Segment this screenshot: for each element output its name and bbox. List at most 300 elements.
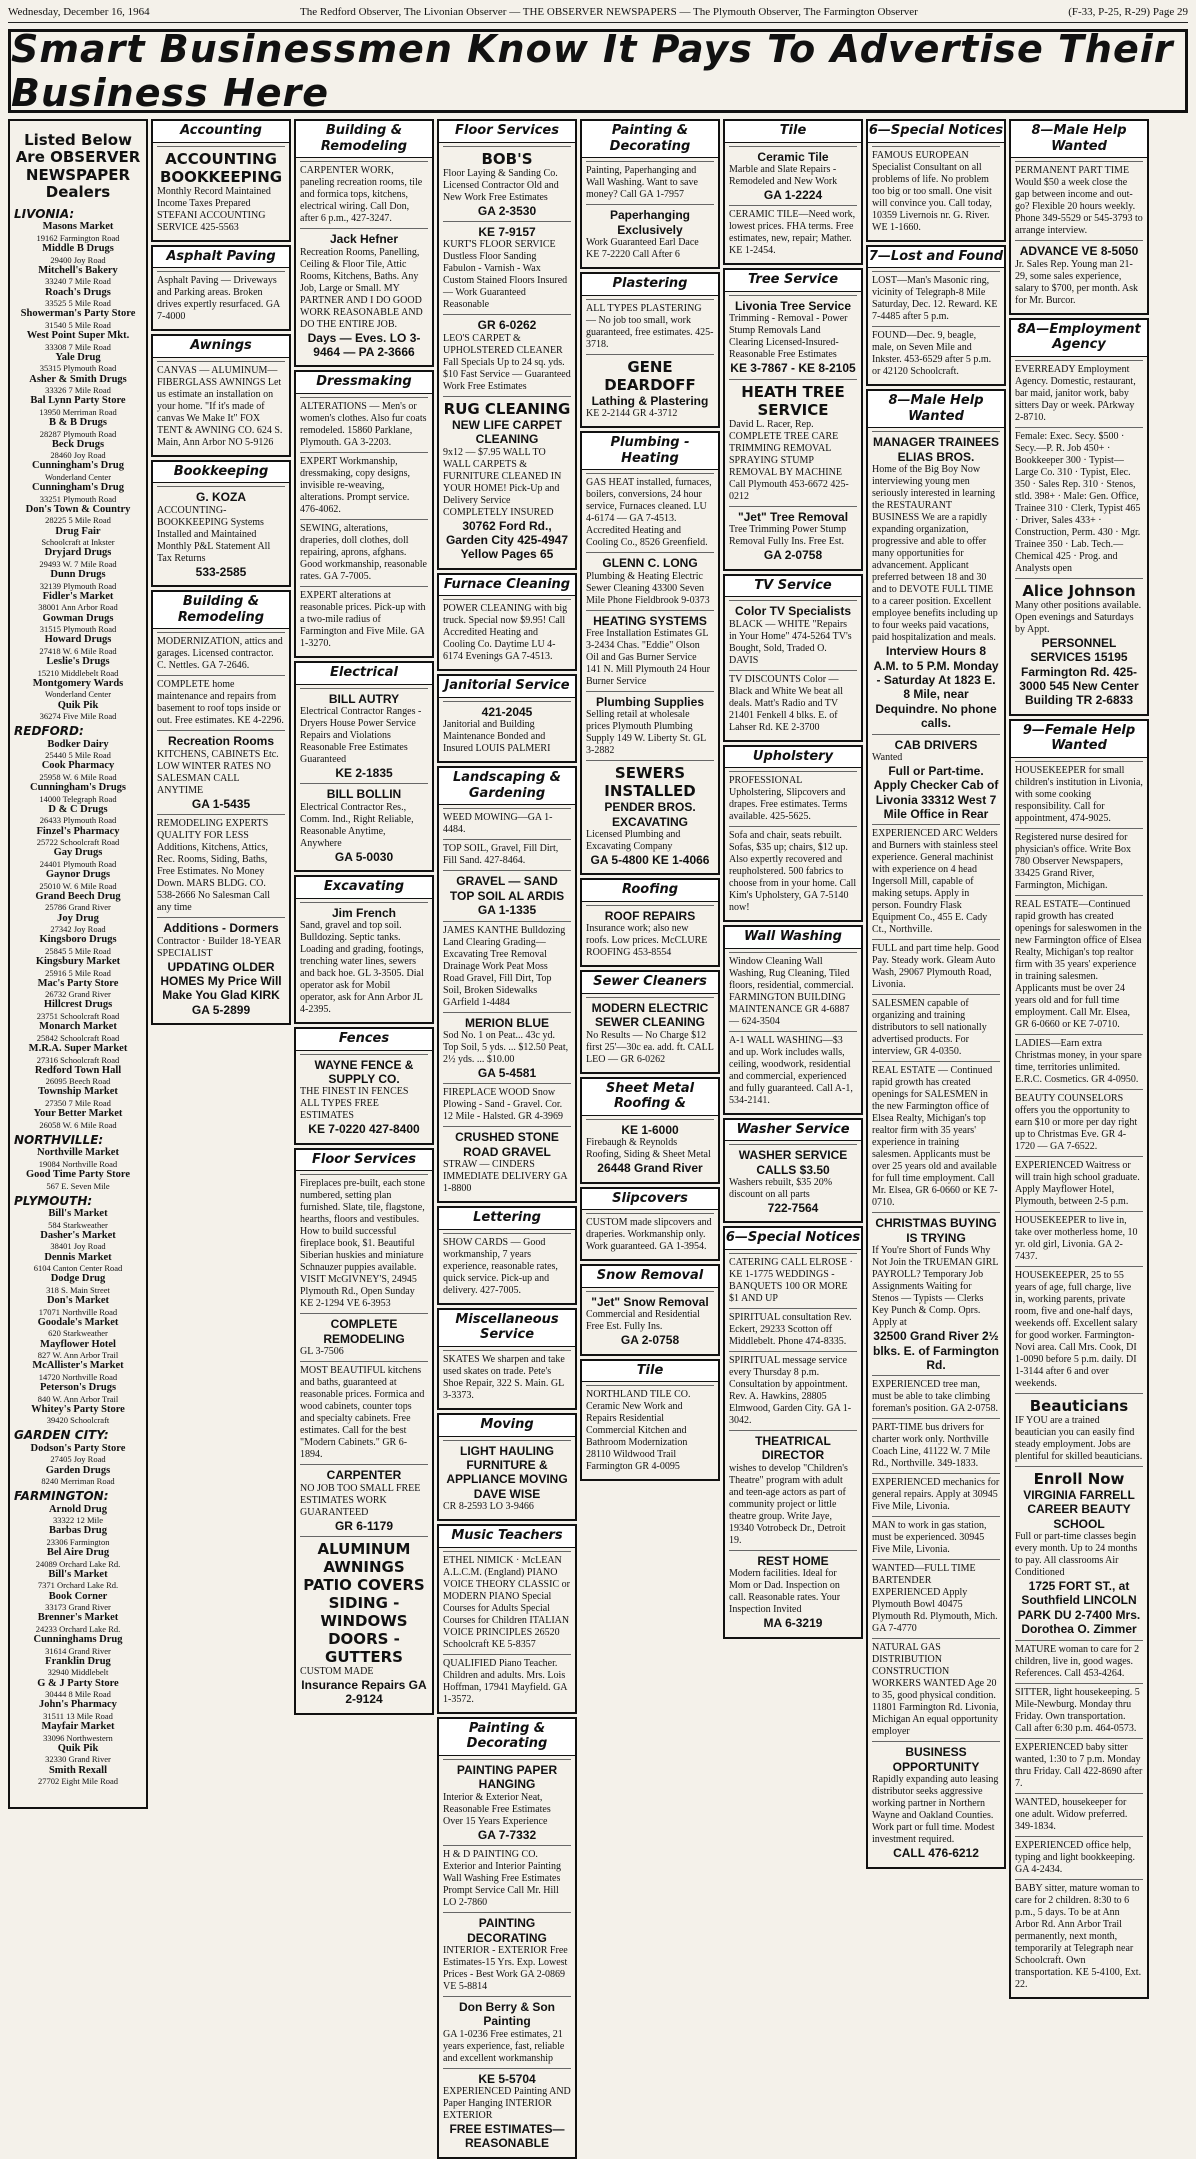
ad-body-text: FIREPLACE WOOD Snow Plowing - Sand - Gravel. Cor. 12 Mile - Halsted. GR 4-3969 (443, 1087, 563, 1123)
dealer-address: 6104 Canton Center Road (33, 1263, 123, 1274)
ad-body-text: Free Installation Estimates GL 3-2434 Chas. "Eddie" Olson Oil and Gas Burner Service 141 N. Mill Plymouth 24 Hour Burner Service (586, 627, 710, 687)
ad-contact-text: 533-2585 (195, 564, 247, 579)
ad-bold-text: CARPENTER (326, 1468, 402, 1483)
dealer-address: 27405 Joy Road (50, 1454, 106, 1465)
classified-ad (300, 452, 428, 519)
ad-body-text: Wanted (872, 751, 903, 763)
classified-ad (729, 1308, 857, 1351)
ad-body-text: EXPERIENCED Waitress or will train high school graduate. Apply Mayflower Hotel, Plymouth, between 2-5 p.m. (1015, 1159, 1140, 1207)
dealer-address: 318 S. Main Street (46, 1284, 110, 1295)
classified-ad (1015, 360, 1143, 427)
ad-body-text: PERMANENT PART TIME Would $50 a week close the gap between income and out-go? Flexible 20 hours weekly. Phone 349-5529 or 545-3793 to arrange interview. (1015, 165, 1143, 237)
ad-body-text: MAN to work in gas station, must be experienced. 30945 Five Mile, Livonia. (872, 1520, 987, 1556)
ad-bold-text: NEW LIFE CARPET CLEANING (452, 417, 562, 447)
ad-bold-text: ADVANCE VE 8-5050 (1019, 244, 1139, 259)
ad-contact-text: GA 1-5435 (191, 796, 251, 811)
classified-ad (1015, 1683, 1143, 1738)
dealer-store: Quik Pik (57, 1742, 99, 1754)
dealer-store: Kingsbury Market (35, 956, 121, 968)
dealer-store: Cunninghams Drug (33, 1634, 123, 1646)
ad-contact-text: KE 7-0220 427-8400 (308, 1122, 420, 1137)
classified-ad (1015, 1034, 1143, 1089)
column-2 (294, 119, 434, 1809)
classified-ad (443, 146, 571, 221)
classified-ad (157, 271, 285, 326)
dealer-address: 15210 Middlebelt Road (37, 667, 119, 678)
dealer-store: Bodker Dairy (47, 738, 109, 750)
dealer-store: Book Corner (48, 1590, 108, 1602)
ad-body-text: CERAMIC TILE—Need work, lowest prices. FHA terms. Free estimates, new, repair; Mather. KE 1-2454. (729, 209, 856, 257)
column-6 (866, 119, 1006, 1861)
section-heading: Accounting (153, 121, 289, 143)
classified-ad (300, 1174, 428, 1313)
ad-body-text: GA 1-0236 Free estimates, 21 years experience, fast, reliable and excellent workmanship (443, 2028, 565, 2064)
ad-section (1009, 318, 1149, 716)
section-heading: Excavating (296, 877, 432, 899)
ad-body-text: Modern facilities. Ideal for Mom or Dad. Inspection on call. Reasonable rates. Your Inspection Invited (729, 1568, 841, 1616)
ad-body-text: KITCHENS, CABINETS Etc. LOW WINTER RATES NO SALESMAN CALL ANYTIME (157, 748, 279, 796)
dealer-store: Bill's Market (48, 1208, 108, 1220)
dealer-address: 30444 8 Mile Road (45, 1689, 111, 1700)
dealer-address: 31614 Grand River (45, 1645, 111, 1656)
ad-bold-text: BILL BOLLIN (326, 787, 402, 802)
ad-display-text: GENE DEARDOFF (604, 357, 696, 394)
ad-bold-text: VIRGINIA FARRELL CAREER BEAUTY SCHOOL (1023, 1487, 1135, 1531)
dealer-store: Grand Beech Drug (35, 890, 121, 902)
classified-ad (586, 473, 714, 552)
dealer-store: Quik Pik (57, 699, 99, 711)
dealer-store: Yale Drug (55, 351, 101, 363)
dealer-store: Cunningham's Drug (32, 482, 124, 494)
dealer-store: Roach's Drugs (45, 286, 111, 298)
ad-section (437, 1413, 577, 1521)
ad-section (437, 1206, 577, 1305)
dealer-address: 840 W. Ann Arbor Trail (37, 1393, 119, 1404)
section-heading: 9—Female Help Wanted (1011, 721, 1147, 758)
ad-body-text: EXPERIENCED baby sitter wanted, 1:30 to 7 p.m. Monday thru Friday. Call 422-8690 after 7. (1015, 1741, 1143, 1789)
ad-bold-text: Lathing & Plastering (591, 393, 709, 408)
ad-bold-text: Paperhanging Exclusively (609, 208, 690, 237)
dealer-address: 25916 5 Mile Road (45, 967, 111, 978)
dealer-store: Gaynor Drugs (45, 869, 111, 881)
ad-body-text: Registered nurse desired for physician's office. Write Box 780 Observer Newspapers, 33425 Grand River, Farmington, Michigan. (1015, 831, 1132, 891)
ad-body-text: COMPLETE home maintenance and repairs from basement to roof tops inside or out. Free estimates. KE 4-2296. (157, 679, 284, 727)
dealer-store: John's Pharmacy (39, 1699, 117, 1711)
ad-section (294, 1148, 434, 1715)
ad-display-text: RUG CLEANING (443, 399, 571, 418)
classified-ad (729, 952, 857, 1031)
ad-section (723, 119, 863, 265)
dealer-store: Garden Drugs (45, 1464, 111, 1476)
ad-body-text: Painting, Paperhanging and Wall Washing. Want to save money? Call GA 1-7957 (586, 165, 698, 201)
dealers-title: Listed Below Are OBSERVER NEWSPAPER Dealers (15, 131, 141, 201)
classified-ad (157, 146, 285, 237)
ad-body-text: NORTHLAND TILE CO. Ceramic New Work and Repairs Residential Commercial Kitchen and Bathroom Modernization 28110 Wildwood Trail Farmington GR 4-0095 (586, 1389, 691, 1473)
ad-body-text: SHOW CARDS — Good workmanship, 7 years experience, reasonable rates, quick service. Pick-up and delivery. 427-7005. (443, 1236, 558, 1296)
ad-body-text: Trimming - Removal - Power Stump Removals Land Clearing Licensed-Insured-Reasonable Free Estimates (729, 313, 848, 361)
ad-body-text: H & D PAINTING CO. Exterior and Interior Painting Wall Washing Free Estimates Prompt Service Call Mr. Hill LO 2-7860 (443, 1849, 562, 1909)
classified-ad (872, 1418, 1000, 1473)
section-heading: Lettering (439, 1208, 575, 1230)
dealer-store: Smith Rexall (48, 1764, 108, 1776)
ad-body-text: EVERREADY Employment Agency. Domestic, restaurant, bar maid, janitor work, baby sitters Day or week. PArkway 2-8710. (1015, 363, 1136, 423)
classified-ad (872, 1061, 1000, 1212)
dealer-store: Peterson's Drugs (39, 1382, 117, 1394)
classified-ad (586, 1119, 714, 1179)
ad-section (151, 334, 291, 457)
classified-ad (1015, 1211, 1143, 1266)
ad-contact-text: Days — Eves. LO 3-9464 — PA 2-3666 (307, 330, 421, 359)
dealer-store: Monarch Market (39, 1021, 117, 1033)
ad-contact-text: GA 1-2224 (763, 187, 823, 202)
classified-ad (586, 691, 714, 760)
ad-body-text: EXPERIENCED mechanics for general repairs. Apply at 30945 Five Mile, Livonia. (872, 1477, 1000, 1513)
ad-section (866, 389, 1006, 1868)
section-heading: Landscaping & Gardening (439, 768, 575, 805)
section-heading: 8—Male Help Wanted (868, 391, 1004, 428)
dealer-address: 33251 Plymouth Road (39, 493, 117, 504)
ad-bold-text: GLENN C. LONG (602, 556, 698, 571)
ad-body-text: Insurance work; also new roofs. Low prices. McCLURE ROOFING 453-8554 (586, 923, 708, 959)
classified-ad (1015, 161, 1143, 240)
ad-bold-text: Livonia Tree Service (734, 298, 852, 313)
classified-ad (586, 204, 714, 264)
classified-ad (1015, 1793, 1143, 1836)
dealer-address: Schoolcraft at Inkster (41, 537, 115, 548)
section-heading: Sewer Cleaners (582, 972, 718, 994)
dealer-town: NORTHVILLE: (14, 1132, 104, 1147)
ad-body-text: CUSTOM made slipcovers and draperies. Workmanship only. Work guaranteed. GA 1-3954. (586, 1217, 712, 1253)
dealer-address: 23306 Farmington (46, 1537, 110, 1548)
dealer-address: 29493 W. 7 Mile Road (39, 558, 117, 569)
ad-contact-text: 32500 Grand River 2½ blks. E. of Farmington Rd. (872, 1329, 999, 1373)
dealer-address: 33525 5 Mile Road (45, 298, 111, 309)
dealer-store: Dryjard Drugs (44, 547, 112, 559)
classified-ad (729, 205, 857, 260)
ad-bold-text: CHRISTMAS BUYING IS TRYING (875, 1216, 997, 1245)
classified-ad (586, 354, 714, 423)
classified-ad (586, 299, 714, 354)
classified-ad (443, 599, 571, 666)
classified-ad (729, 826, 857, 917)
dealer-store: Fidler's Market (42, 590, 114, 602)
dealer-store: Your Better Market (33, 1108, 123, 1120)
classified-ad (300, 902, 428, 1019)
ad-body-text: Asphalt Paving — Driveways and Parking areas. Broken drives expertly resurfaced. GA 7-4000 (157, 275, 280, 323)
ad-section (580, 1359, 720, 1482)
ad-section (294, 875, 434, 1024)
classified-ad (443, 1012, 571, 1084)
classified-ad (586, 760, 714, 870)
classified-ad (443, 870, 571, 920)
dealer-address: 31511 13 Mile Road (43, 1710, 113, 1721)
ad-contact-text: 30762 Ford Rd., Garden City 425-4947 Yellow Pages 65 (445, 518, 569, 562)
ad-bold-text: WAYNE FENCE & SUPPLY CO. (314, 1057, 414, 1087)
section-heading: Washer Service (725, 1120, 861, 1142)
ad-bold-text: Color TV Specialists (734, 604, 852, 619)
dealer-store: Drug Fair (55, 525, 101, 537)
dealer-store: Whitey's Party Store (31, 1403, 125, 1415)
ad-section (580, 272, 720, 428)
ad-body-text: If You're Short of Funds Why Not Join the TRUEMAN GIRL PAYROLL? Temporary Job Assignments Waiting for Stenos — Typists — Clerks Key Punch & Comp. Oprs. Apply at (872, 1245, 999, 1329)
ad-body-text: INTERIOR - EXTERIOR Free Estimates-15 Yrs. Exp. Lowest Prices - Best Work GA 2-0869 VE 5-8814 (443, 1944, 568, 1992)
classified-ad (729, 771, 857, 826)
ad-body-text: EXPERT alterations at reasonable prices. Pick-up with a two-mile radius of Farmington and Five Mile. GA 1-3270. (300, 589, 426, 649)
dealer-address: 25845 5 Mile Road (45, 945, 111, 956)
ad-section (723, 1118, 863, 1224)
ad-section (580, 119, 720, 269)
dealer-address: 24401 Plymouth Road (39, 858, 117, 869)
classified-ad (300, 1313, 428, 1361)
ad-body-text: FOUND—Dec. 9, beagle, male, on Seven Mile and Inkster. 453-6529 after 5 p.m. or 42120 Schoolcraft. (872, 330, 992, 378)
ad-body-text: BABY sitter, mature woman to care for 2 children. 8:30 to 6 p.m., 5 days. To be at Ann Arbor Rd. Ann Arbor Trail permanently, next month, temporarily at Telegraph near Schoolcraft. Own transportation. KE 5-4100, Ext. 22. (1015, 1882, 1142, 1990)
ad-bold-text: Don Berry & Son Painting (458, 1999, 555, 2029)
classified-ad (300, 228, 428, 362)
classified-ad (1015, 240, 1143, 309)
section-heading: Asphalt Paving (153, 247, 289, 269)
dealer-store: Showerman's Party Store (20, 308, 136, 320)
ad-body-text: Interior & Exterior Neat, Reasonable Free Estimates Over 15 Years Experience (443, 1791, 551, 1827)
ad-section (723, 574, 863, 742)
ad-contact-text: GA 5-4800 KE 1-4066 (590, 853, 710, 868)
ad-body-text: EXPERIENCED Painting AND Paper Hanging INTERIOR EXTERIOR (443, 2086, 571, 2122)
dealer-town: GARDEN CITY: (14, 1428, 109, 1443)
dealer-address: 24089 Orchard Lake Rd. (35, 1558, 121, 1569)
ad-body-text: SEWING, alterations, draperies, doll clothes, doll repairing, aprons, afghans. Good workmanship, reasonable rates. GA 7-7005. (300, 522, 427, 582)
ad-body-text: Floor Laying & Sanding Co. Licensed Contractor Old and New Work Free Estimates (443, 167, 559, 203)
dealer-address: 33173 Grand River (45, 1602, 111, 1613)
classified-ad (729, 1430, 857, 1550)
dealer-address: 33326 7 Mile Road (45, 385, 111, 396)
ad-body-text: POWER CLEANING with big truck. Special now $9.95! Call Accredited Heating and Cooling Co. Daytime LU 4-6174 Evenings GA 7-4513. (443, 603, 568, 663)
section-heading: Tile (725, 121, 861, 143)
section-heading: Tile (582, 1361, 718, 1383)
ad-body-text: CATERING CALL ELROSE · KE 1-1775 WEDDINGS - BANQUETS 100 OR MORE $1 AND UP (729, 1257, 853, 1305)
ad-bold-text: G. KOZA (196, 490, 246, 505)
classified-ad (1015, 1836, 1143, 1879)
ad-body-text: Electrical Contractor Res., Comm. Ind., Right Reliable, Reasonable Anytime, Anywhere (300, 801, 414, 849)
ad-bold-text: BILL AUTRY (328, 691, 400, 706)
classified-ad (157, 917, 285, 1020)
classified-ad (443, 1083, 571, 1126)
classified-ad (443, 1654, 571, 1709)
ad-body-text: ALTERATIONS — Men's or women's clothes. Also fur coats remodeled. 15860 Parklane, Plymouth. GA 3-2203. (300, 400, 427, 448)
dealer-store: Barbas Drug (48, 1525, 108, 1537)
classified-ad (1015, 578, 1143, 711)
ad-section (580, 970, 720, 1073)
classified-ad (872, 824, 1000, 939)
ad-body-text: Plumbing & Heating Electric Sewer Cleaning 43300 Seven Mile Phone Fieldbrook 9-0373 (586, 570, 710, 606)
ad-display-text: HEATH TREE SERVICE (741, 382, 845, 419)
ad-body-text: NATURAL GAS DISTRIBUTION CONSTRUCTION WORKERS WANTED Age 20 to 35, good physical condition. 11801 Farmington Rd. Livonia, Michigan An equal opportunity employer (872, 1642, 999, 1738)
dealer-address: 32330 Grand River (45, 1754, 111, 1765)
ad-bold-text: Recreation Rooms (167, 734, 275, 749)
dealer-address: 584 Starkweather (48, 1219, 108, 1230)
classified-ad (300, 1536, 428, 1710)
ad-section (866, 119, 1006, 242)
section-heading: Plumbing - Heating (582, 433, 718, 470)
classified-ad (729, 600, 857, 669)
dealer-store: Dodson's Party Store (30, 1442, 126, 1454)
column-4 (580, 119, 720, 1809)
ad-contact-text: Insurance Repairs GA 2-9124 (301, 1678, 427, 1707)
dealer-address: 26732 Grand River (45, 989, 111, 1000)
dealer-address: 14720 Northville Road (38, 1371, 118, 1382)
ad-contact-text: GA 2-3530 (477, 203, 537, 218)
dealer-store: West Point Super Mkt. (26, 330, 130, 342)
ad-section (437, 573, 577, 672)
dealer-store: Cunningham's Drugs (30, 782, 126, 794)
ad-bold-text: Plumbing Supplies (595, 694, 704, 709)
ad-bold-text: KE 5-5704 (478, 2071, 536, 2086)
ad-body-text: Work Guaranteed Earl Dace KE 7-2220 Call After 6 (586, 236, 699, 260)
ad-body-text: FULL and part time help. Good Pay. Steady work. Gleam Auto Wash, 29067 Plymouth Road, Livonia. (872, 943, 999, 991)
ad-body-text: Home of the Big Boy Now interviewing young men seriously interested in learning the RESTAURANT BUSINESS We are a rapidly expanding organization, progressive and able to offer many opportunities for advancement. Applicant preferred between 18 and 30 and to DEVOTE FULL TIME to a career position. Excellent employee benefits including up to four weeks paid vacations, paid hospitalization and meals. (872, 464, 998, 644)
classified-ad (443, 1440, 571, 1517)
dealer-address: 27342 Joy Road (50, 924, 106, 935)
classified-ad (586, 1213, 714, 1256)
classified-ad (443, 221, 571, 314)
ad-contact-text: GA 2-0758 (620, 1333, 680, 1348)
ad-body-text: Sofa and chair, seats rebuilt. Sofas, $35 up; chairs, $12 up. Also expertly recovered and reupholstered. 500 fabrics to choose from in your home. Call Kim's Upholstery, GA 7-5140 now! (729, 830, 857, 914)
ad-section (437, 119, 577, 570)
classified-ad (872, 939, 1000, 994)
classified-ad (872, 326, 1000, 381)
dealer-store: Northville Market (37, 1147, 119, 1159)
column-7 (1009, 119, 1149, 1990)
classified-ad (872, 431, 1000, 733)
ad-contact-text: GA 5-0030 (334, 849, 394, 864)
ad-body-text: KURT'S FLOOR SERVICE Dustless Floor Sanding Fabulon - Varnish - Wax Custom Stained Floors Insured — Work Guaranteed Reasonable (443, 239, 568, 311)
ad-section (580, 1187, 720, 1262)
dealer-address: 33322 12 Mile (52, 1515, 104, 1526)
ad-body-text: JAMES KANTHE Bulldozing Land Clearing Grading—Excavating Tree Removal Drainage Work Peat Moss Road Gravel, Fill Dirt, Top Soil, Broken Sidewalks GArfield 1-4484 (443, 924, 566, 1008)
ad-body-text: TOP SOIL, Gravel, Fill Dirt, Fill Sand. 427-8464. (443, 843, 559, 867)
section-heading: Building & Remodeling (153, 592, 289, 629)
section-heading: Floor Services (296, 1150, 432, 1172)
classified-ad (586, 552, 714, 609)
ad-section (151, 245, 291, 332)
dealer-store: Redford Town Hall (34, 1064, 122, 1076)
ad-body-text: WANTED, housekeeper for one adult. Widow preferred. 349-1834. (1015, 1796, 1128, 1832)
ad-section (151, 119, 291, 242)
dealer-address: 27350 7 Mile Road (45, 1097, 111, 1108)
dealer-store: Hillcrest Drugs (43, 999, 113, 1011)
classified-ad (586, 161, 714, 204)
ad-section (580, 1264, 720, 1355)
section-heading: Floor Services (439, 121, 575, 143)
ad-body-text: SPIRITUAL consultation Rev. Eckert, 29233 Scotton off Middlebelt. Phone 474-8335. (729, 1312, 852, 1348)
banner-headline: Smart Businessmen Know It Pays To Advertise Their Business Here (11, 27, 1174, 115)
dealer-store: Don's Town & Country (25, 503, 131, 515)
ad-body-text: PROFESSIONAL Upholstering, Slipcovers and drapes. Free estimates. Terms available. 425-5625. (729, 775, 848, 823)
ad-body-text: Electrical Contractor Ranges - Dryers House Power Service Repairs and Violations Reasonable Free Estimates Guaranteed (300, 705, 422, 765)
ad-contact-text: FREE ESTIMATES—REASONABLE (449, 2122, 565, 2151)
ad-body-text: WEED MOWING—GA 1-4484. (443, 812, 553, 836)
ad-body-text: Firebaugh & Reynolds Roofing, Siding & Sheet Metal (586, 1137, 711, 1161)
ad-bold-text: KE 7-9157 (478, 224, 536, 239)
dealer-address: 19162 Farmington Road (36, 232, 120, 243)
classified-ad (1015, 1879, 1143, 1994)
classified-ad (443, 1996, 571, 2068)
dealer-store: G & J Party Store (37, 1677, 119, 1689)
dealer-address: 25958 W. 6 Mile Road (39, 771, 117, 782)
classified-ad (1015, 895, 1143, 1034)
classified-ad (300, 397, 428, 452)
ad-section (580, 1077, 720, 1184)
dealer-address: 25010 W. 6 Mile Road (39, 880, 117, 891)
dealer-address: 31515 Plymouth Road (39, 624, 117, 635)
ad-bold-text: PAINTING PAPER HANGING (456, 1762, 558, 1792)
section-heading: 8—Male Help Wanted (1011, 121, 1147, 158)
dealer-store: Bel Aire Drug (46, 1547, 110, 1559)
ad-section (437, 766, 577, 1203)
dealer-address: 33308 7 Mile Road (45, 341, 111, 352)
dealer-store: Good Time Party Store (25, 1169, 131, 1181)
ad-section (723, 745, 863, 923)
section-heading: Fences (296, 1029, 432, 1051)
dealer-address: 36274 Five Mile Road (39, 711, 117, 722)
dealer-address: 8240 Merriman Road (41, 1476, 115, 1487)
classified-ad (729, 146, 857, 206)
ad-bold-text: MANAGER TRAINEES ELIAS BROS. (872, 435, 999, 464)
ad-body-text: Many other positions available. Open evenings and Saturdays by Appt. (1015, 599, 1142, 635)
ad-contact-text: PERSONNEL SERVICES 15195 Farmington Rd. 425-3000 545 New Center Building TR 2-6833 (1019, 635, 1139, 708)
section-heading: Music Teachers (439, 1526, 575, 1548)
section-heading: Furnace Cleaning (439, 575, 575, 597)
ad-bold-text: LIGHT HAULING FURNITURE & APPLIANCE MOVING DAVE WISE (446, 1443, 568, 1501)
ad-body-text: wishes to develop "Children's Theatre" program with adult and teen-age actors as part of community project or little theatre group. Write Jaye, 19340 Votrobeck Dr., Detroit 19. (729, 1462, 848, 1546)
ad-section (151, 590, 291, 1025)
dealer-address: 38401 Joy Road (50, 1241, 106, 1252)
ad-contact-text: KE 3-7867 - KE 8-2105 (730, 361, 856, 376)
dealer-store: Dasher's Market (40, 1229, 116, 1241)
section-heading: Janitorial Service (439, 676, 575, 698)
dealer-address: 23751 Schoolcraft Road (36, 1011, 120, 1022)
classified-ad (872, 1473, 1000, 1516)
dealer-town: PLYMOUTH: (14, 1193, 93, 1208)
ad-display-text: BOB'S (481, 149, 533, 168)
ad-body-text: ACCOUNTING-BOOKKEEPING Systems Installed and Maintained Monthly P&L Statement All Tax Returns (157, 504, 271, 564)
ad-body-text: Jr. Sales Rep. Young man 21-29, some sales experience, salary to $700, per month. Ask for Mr. Burcor. (1015, 258, 1139, 306)
classified-ad (157, 632, 285, 675)
dealer-address: 24233 Orchard Lake Rd. (35, 1623, 121, 1634)
section-heading: Building & Remodeling (296, 121, 432, 158)
dealer-store: Beck Drugs (51, 438, 105, 450)
ad-body-text: David L. Racer, Rep. COMPLETE TREE CARE TRIMMING REMOVAL SPRAYING STUMP REMOVAL BY MACHINE Call Plymouth 453-6672 425-0212 (729, 418, 849, 502)
dealer-store: Mayflower Hotel (40, 1338, 116, 1350)
classified-ad (157, 361, 285, 452)
classified-ad (729, 1351, 857, 1430)
section-heading: Bookkeeping (153, 462, 289, 484)
ad-contact-text: 722-7564 (767, 1201, 819, 1216)
ad-bold-text: PAINTING DECORATING (467, 1916, 547, 1945)
section-heading: Moving (439, 1415, 575, 1437)
dealer-address: 38001 Ann Arbor Road (38, 602, 118, 613)
ad-bold-text: "Jet" Tree Removal (737, 509, 849, 524)
dealer-store: M.R.A. Super Market (28, 1042, 128, 1054)
dealer-address: 26058 W. 6 Mile Road (39, 1119, 117, 1130)
classified-ad (1015, 1640, 1143, 1683)
ad-body-text: Licensed Plumbing and Excavating Company (586, 829, 681, 853)
ad-body-text: 9x12 — $7.95 WALL TO WALL CARPETS & FURNITURE CLEANED IN YOUR HOME! Pick-Up and Delivery Service COMPLETELY INSURED (443, 446, 562, 518)
ad-display-text: Alice Johnson (1022, 581, 1136, 600)
ad-body-text: Washers rebuilt, $35 20% discount on all parts (729, 1177, 833, 1201)
ad-body-text: Rapidly expanding auto leasing distributor seeks aggressive working partner in Northern Wayne and Oakland Counties. Work part or full time. Modest investment required. (872, 1774, 999, 1846)
ad-body-text: GAS HEAT installed, furnaces, boilers, conversions, 24 hour service, Furnaces cleaned. LU 4-6174 — GA 7-4513. Accredited Heating and Cooling Co., 8526 Greenfield. (586, 477, 712, 549)
ad-section (294, 370, 434, 658)
ad-section (723, 268, 863, 570)
